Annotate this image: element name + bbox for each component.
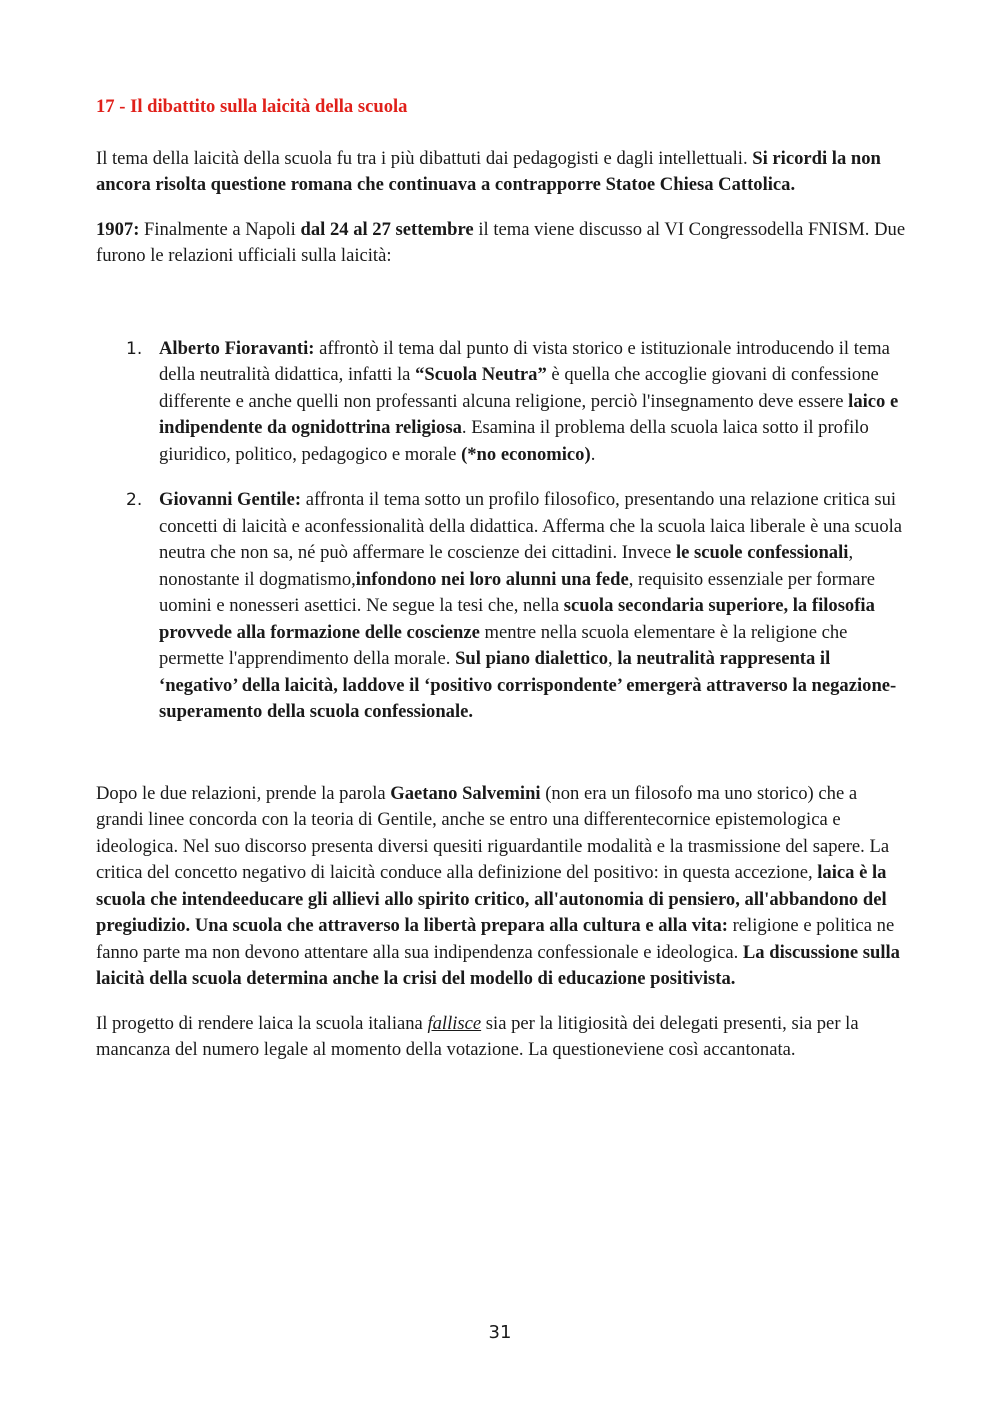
text-span: . [590,443,596,465]
underlined-word: fallisce [427,1012,482,1034]
bold-span: laica è la scuola che intendeeducare gli allievi allo spirito critico, all'autonomia di pensiero, all'abbandono del pregiudizio. Una scuola che attraverso la libertà prepara alla cultura e alla vita: [96,862,887,936]
relazioni-list [96,336,906,726]
text-span: (non era un filosofo ma uno storico) che a grandi linee concorda con la teoria di Gentile, anche se entro una differentecornice epistemologica e ideologica. Nel suo discorso presenta diversi quesiti riguardantile modalità e la trasmissione del sapere. La critica del concetto negativo di laicità conduce alla definizione del positivo: in questa accezione, [96,782,890,883]
text-span: sia per la litigiosità dei delegati presenti, sia per la mancanza del numero legale al momento della votazione. La questioneviene così accantonata. [96,1012,859,1060]
list-number: 2. [126,490,143,510]
text-span: Dopo le due relazioni, prende la parola [96,782,391,804]
text-span: Il progetto di rendere laica la scuola italiana [96,1012,428,1034]
text-span: , requisito essenziale per formare uomini e nonesseri asettici. Ne segue la tesi che, nella [159,568,876,616]
text-span: . Esamina il problema della scuola laica sotto il profilo giuridico, politico, pedagogico e morale [159,417,869,465]
bold-span: le scuole confessionali [675,542,849,563]
text-span: religione e politica ne fanno parte ma non devono attentare alla sua indipendenza confessionale e ideologica. [96,915,895,963]
text-span: affronta il tema sotto un profilo filosofico, presentando una relazione critica sui concetti di laicità e aconfessionalità della didattica. Afferma che la scuola laica liberale è una scuola neutra che non sa, né può affermare le coscienze dei cittadini. Invece [159,489,903,563]
bold-span: la neutralità rappresenta il ‘negativo’ della laicità, laddove il ‘positivo corrispondente’ emergerà attraverso la negazione-superamento della scuola confessionale. [159,648,897,722]
conclusion-paragraph [96,1011,906,1064]
year-label: 1907: [96,218,140,240]
congress-paragraph [96,217,906,270]
speaker-name: Alberto Fioravanti: [159,337,315,359]
text-span: affrontò il tema dal punto di vista storico e istituzionale introducendo il tema della neutralità didattica, infatti la [159,337,890,385]
text-span: Finalmente a Napoli [139,218,301,240]
bold-span: La discussione sulla laicità della scuola determina anche la crisi del modello di educazione positivista. [96,941,900,989]
bold-span: laico e indipendente da ognidottrina religiosa [159,390,899,438]
page-number: 31 [488,1322,512,1343]
salvemini-paragraph [96,781,906,993]
list-item [96,336,906,469]
text-span: è quella che accoglie giovani di confessione differente e anche quelli non professanti alcuna religione, perciò l'insegnamento deve essere [159,364,879,412]
bold-span: “Scuola Neutra” [415,364,547,385]
list-item [96,487,906,726]
bold-span: Si ricordi la non ancora risolta questione romana che continuava a contrapporre Statoe Chiesa Cattolica. [96,147,881,195]
section-heading: 17 - Il dibattito sulla laicità della scuola [96,96,408,117]
intro-paragraph [96,146,906,199]
speaker-name: Giovanni Gentile: [159,489,302,510]
list-number: 1. [126,338,143,359]
bold-span: scuola secondaria superiore, la filosofia provvede alla formazione delle coscienze [159,595,875,643]
date-label: dal 24 al 27 settembre [300,218,474,240]
text-span: mentre nella scuola elementare è la religione che permette l'apprendimento della morale. [159,621,848,669]
bold-span: (*no economico) [461,443,591,465]
text-span: , nonostante il dogmatismo, [159,542,854,590]
text-span: il tema viene discusso al VI Congressodella FNISM. Due furono le relazioni ufficiali sulla laicità: [96,218,906,266]
speaker-name: Gaetano Salvemini [390,782,541,804]
text-span: Il tema della laicità della scuola fu tra i più dibattuti dai pedagogisti e dagli intellettuali. [96,147,753,169]
page-body [96,94,906,1064]
bold-span: infondono nei loro alunni una fede [355,568,629,590]
text-span: , [608,648,618,669]
bold-span: Sul piano dialettico [455,648,609,669]
